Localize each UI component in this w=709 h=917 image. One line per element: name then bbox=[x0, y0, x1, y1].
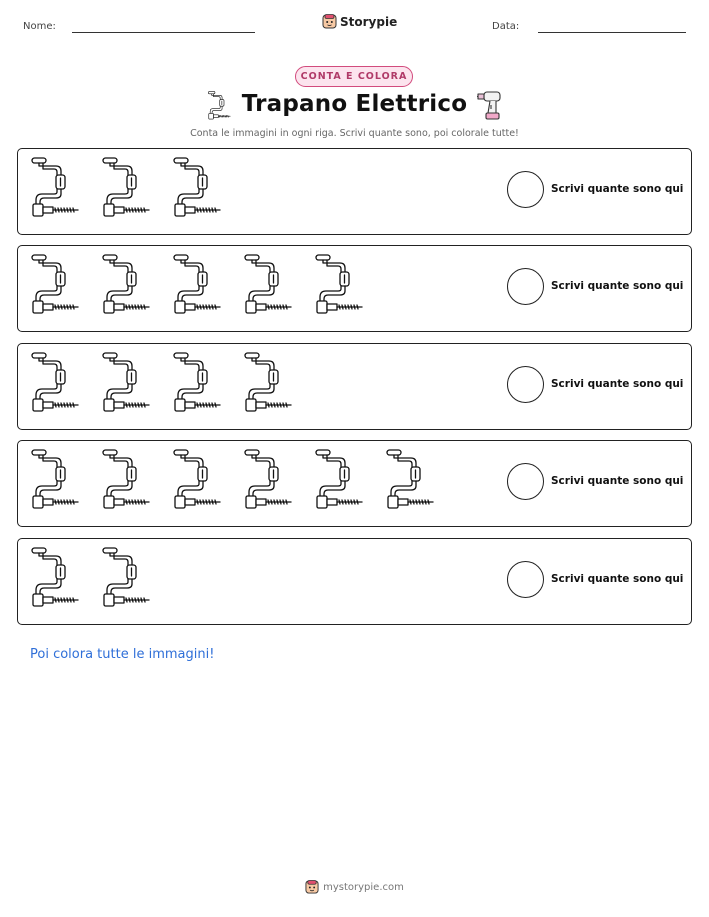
page-title: Trapano Elettrico bbox=[241, 91, 468, 117]
drill-group bbox=[30, 157, 221, 220]
hand-drill-icon[interactable] bbox=[172, 449, 221, 512]
hand-drill-icon[interactable] bbox=[101, 254, 150, 317]
brand-name: Storypie bbox=[340, 14, 398, 29]
hand-drill-icon[interactable] bbox=[243, 449, 292, 512]
brand-logo bbox=[322, 14, 397, 29]
answer-circle[interactable] bbox=[507, 366, 544, 403]
site-footer bbox=[0, 880, 709, 894]
category-badge: CONTA E COLORA bbox=[295, 66, 413, 87]
drill-group bbox=[30, 449, 434, 512]
drill-group bbox=[30, 547, 150, 610]
storypie-logo-icon bbox=[305, 880, 319, 894]
name-label: Nome: bbox=[23, 21, 56, 32]
hand-drill-icon[interactable] bbox=[314, 449, 363, 512]
hand-drill-icon[interactable] bbox=[30, 449, 79, 512]
answer-label: Scrivi quante sono qui bbox=[551, 475, 684, 487]
site-url: mystorypie.com bbox=[323, 881, 404, 893]
storypie-logo-icon bbox=[322, 14, 337, 29]
hand-drill-icon[interactable] bbox=[30, 352, 79, 415]
hand-drill-icon[interactable] bbox=[243, 254, 292, 317]
drill-group bbox=[30, 352, 292, 415]
power-drill-icon bbox=[477, 89, 505, 121]
hand-drill-icon[interactable] bbox=[101, 449, 150, 512]
counting-row bbox=[17, 343, 692, 430]
hand-drill-icon[interactable] bbox=[172, 352, 221, 415]
date-line[interactable] bbox=[538, 32, 686, 33]
answer-label: Scrivi quante sono qui bbox=[551, 183, 684, 195]
hand-drill-icon[interactable] bbox=[172, 157, 221, 220]
counting-row bbox=[17, 148, 692, 235]
answer-circle[interactable] bbox=[507, 561, 544, 598]
hand-drill-icon[interactable] bbox=[314, 254, 363, 317]
hand-drill-icon[interactable] bbox=[101, 352, 150, 415]
answer-circle[interactable] bbox=[507, 268, 544, 305]
answer-circle[interactable] bbox=[507, 171, 544, 208]
counting-row bbox=[17, 538, 692, 625]
counting-row bbox=[17, 440, 692, 527]
date-label: Data: bbox=[492, 21, 520, 32]
answer-label: Scrivi quante sono qui bbox=[551, 280, 684, 292]
name-line[interactable] bbox=[72, 32, 255, 33]
hand-drill-icon[interactable] bbox=[30, 254, 79, 317]
answer-circle[interactable] bbox=[507, 463, 544, 500]
hand-drill-icon[interactable] bbox=[243, 352, 292, 415]
instructions: Conta le immagini in ogni riga. Scrivi quante sono, poi colorale tutte! bbox=[190, 128, 519, 139]
hand-drill-icon[interactable] bbox=[172, 254, 221, 317]
hand-drill-icon[interactable] bbox=[385, 449, 434, 512]
drill-group bbox=[30, 254, 363, 317]
hand-drill-icon[interactable] bbox=[30, 547, 79, 610]
answer-label: Scrivi quante sono qui bbox=[551, 378, 684, 390]
hand-drill-icon[interactable] bbox=[30, 157, 79, 220]
counting-row bbox=[17, 245, 692, 332]
hand-drill-icon[interactable] bbox=[101, 547, 150, 610]
coloring-instruction: Poi colora tutte le immagini! bbox=[30, 647, 215, 662]
answer-label: Scrivi quante sono qui bbox=[551, 573, 684, 585]
hand-drill-icon[interactable] bbox=[101, 157, 150, 220]
